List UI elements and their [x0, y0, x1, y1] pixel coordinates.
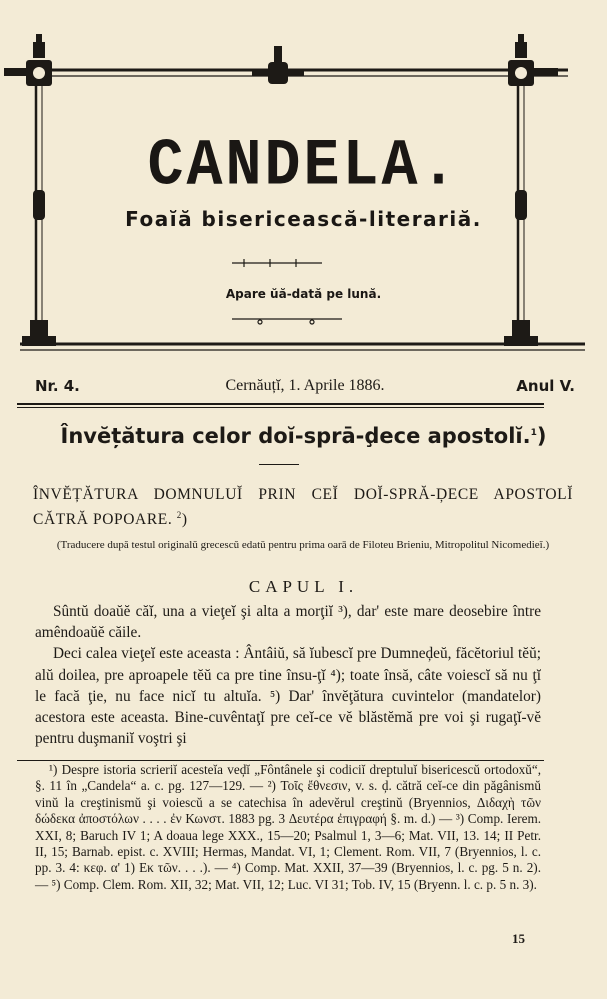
paragraph: Sûntŭ doaŭĕ căĭ, una a vieţeĭ şi alta a morţiĭ ³), dar' este mare deosebire între amêndoaŭĕ căile. — [35, 603, 541, 642]
footnote-ref: 1 — [530, 428, 537, 438]
page-number: 15 — [512, 931, 525, 946]
issue-info-row — [35, 377, 575, 399]
masthead-title: CANDELA. — [147, 129, 460, 205]
body-text — [35, 601, 541, 749]
footnote-divider — [17, 760, 544, 761]
article-title-text: Învĕțătura celor doĭ-sprā-ḑece apostolĭ. — [60, 424, 531, 448]
masthead-frequency: Apare ŭă-dată pe lună. — [225, 287, 382, 301]
chapter-heading: CAPUL I. — [248, 577, 359, 596]
issue-year: Anul V. — [516, 377, 575, 395]
header-divider-thin — [17, 407, 544, 408]
article-subtitle-text: ÎNVĔȚĂTURA DOMNULUĬ PRIN CEĬ DOĬ-SPRĂ-ḐECE APOSTOLĬ CĂTRĂ POPOARE. — [33, 486, 573, 529]
masthead-subtitle: Foaĭă bisericească-literariă. — [125, 207, 482, 231]
footnote-text: ¹) Despre istoria scrieriĭ acesteĭa veḑĭ „Fôntânele şi codiciĭ dreptuluĭ bisericescŭ ortodoxŭ“, §. 11 în „Candela“ a. c. pg. 127—129. — ²) Τοῖς ἔθνεσιν, v. s. ḑ. cătră ceĭ-ce din păgânismŭ vinŭ la creştinismŭ şi voiescŭ a se catechisa în adevĕrul creştinŭ (Bryennios, Διδαχὴ τῶν δώδεκα ἀποστόλων . . . . ἐν Κωνστ. 1883 pg. 3 Δευτέρα ἐπιγραφή §. m. d.) — ³) Comp. Ierem. XXI, 8; Baruch IV 1; A doaua lege XXX., 15—20; Psalmul 1, 3—6; Mat. VII, 13. 14; II Petr. II, 15; Barnab. epist. c. XVIII; Hermas, Mandat. VI, 1; Clement. Rom. VII, 7 (Bryennios, l. c. pp. 3. 4: κεφ. α' 1) Εκ τῶν. . . .). — ⁴) Comp. Mat. XXII, 37—39 (Bryennios, l. c. pg. 5 n. 2). — ⁵) Comp. Clem. Rom. XII, 32; Mat. VII, 12; Luc. VI 31; Tob. IV, 15 (Bryenn. l. c. p. 5 n. 3). — [35, 762, 541, 892]
translator-note: (Traducere după testul originalŭ grecescŭ edatŭ pentru prima oarā de Filoteu Brieniu, Mitropolitul Nicomedieĭ.) — [56, 539, 550, 551]
issue-place-date: Cernăuțĭ, 1. Aprile 1886. — [225, 377, 385, 394]
header-divider — [17, 403, 544, 405]
footnotes — [35, 762, 541, 893]
article-title: Învĕțătura celor doĭ-sprā-ḑece apostolĭ.$^1$) — [60, 424, 547, 448]
footnote-ref: 2 — [176, 510, 182, 520]
paragraph: Deci calea vieţeĭ este aceasta : Ântâiŭ, să ĭubescĭ pre Dumneḑeŭ, făcĕtoriul tĕŭ; alŭ doilea, pre aproapele tĕŭ ca pre tine însu-ţĭ ⁴); toate însă, câte voiescĭ să nu ţĭ le facă ţie, nu face nicĭ tu altuĭa. ⁵) Dar' învĕţătura cuvintelor (mandatelor) acestora este aceasta. Bine-cuvêntaţĭ pre ceĭ-ce vĕ blăstĕmă pre voi şi rugaţĭ-vĕ pentru duşmaniĭ voştri şi — [35, 645, 541, 748]
issue-number: Nr. 4. — [35, 377, 80, 395]
article-subtitle: ÎNVĔȚĂTURA DOMNULUĬ PRIN CEĬ DOĬ-SPRĂ-ḐECE APOSTOLĬ CĂTRĂ POPOARE. $^2$) — [33, 486, 573, 529]
title-divider — [259, 464, 299, 465]
